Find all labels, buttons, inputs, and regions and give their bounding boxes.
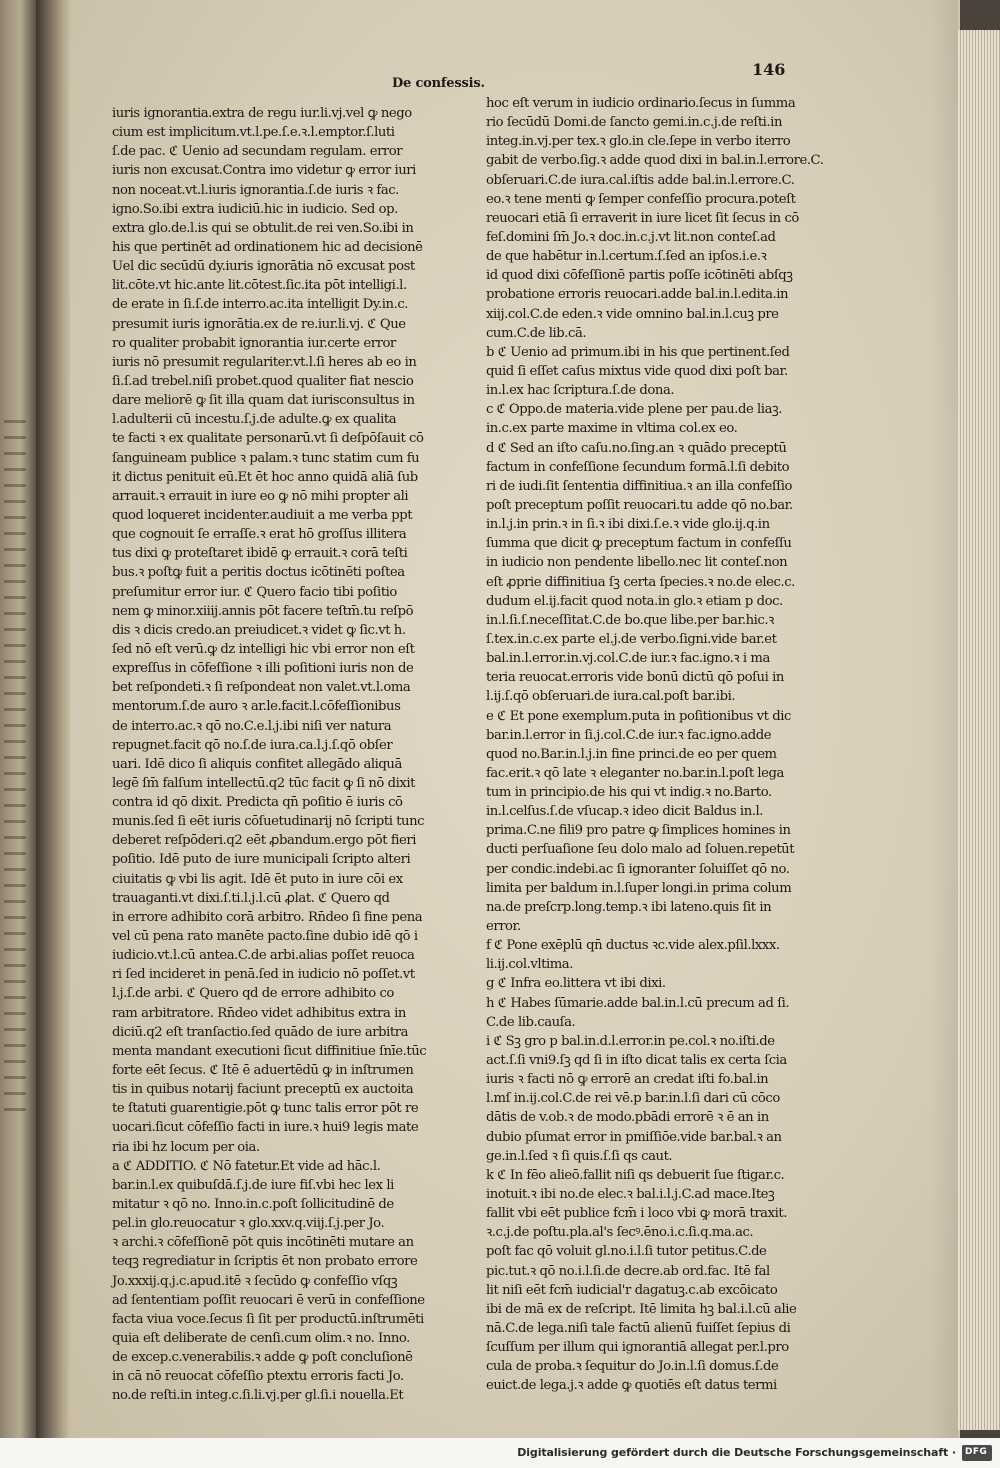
- text-line: te ſtatuti guarentigie.pōt ꝙ tunc talis error pōt re: [112, 1101, 419, 1117]
- text-line: i ℭ Sꝫ gro p bal.in.d.l.error.in pe.col.ꝛ no.iſti.de: [486, 1033, 775, 1049]
- text-line: reuocari etiā ſi erraverit in iure licet ſit ſecus in cō: [486, 210, 799, 226]
- text-line: feſ.domini ſm̄ Jo.ꝛ doc.in.c.j.vt lit.non conteſ.ad: [486, 229, 776, 245]
- left-text-column: [112, 104, 427, 1406]
- text-line: tis in quibus notarij faciunt preceptū ex auctoita: [112, 1082, 414, 1098]
- text-line: in.c.ex parte maxime in vltima col.ex eo.: [486, 421, 738, 437]
- text-line: no.de reſti.in integ.c.ſi.li.vj.per gl.ſi.i nouella.Et: [112, 1388, 404, 1404]
- text-line: in.l.ſi.ſ.neceſſitat.C.de bo.que libe.per bar.hic.ꝛ: [486, 612, 774, 628]
- text-line: iudicio.vt.l.cū antea.C.de arbi.alias poſſet reuoca: [112, 948, 415, 964]
- text-line: obſeruari.C.de iura.cal.iſtis adde bal.in.l.errore.C.: [486, 172, 795, 188]
- text-line: dubio pſumat error in pmiſſiōe.vide bar.bal.ꝛ an: [486, 1129, 782, 1145]
- text-line: li.ij.col.vltima.: [486, 957, 573, 973]
- text-line: presumit iuris ignorātia.ex de re.iur.li.vj. ℭ Que: [112, 316, 406, 332]
- text-line: ram arbitratore. Rn̄deo videt adhibitus extra in: [112, 1005, 406, 1021]
- text-line: pic.tut.ꝛ qō no.i.l.ſi.de decre.ab ord.fac. Itē fal: [486, 1263, 770, 1279]
- text-line: que cognouit ſe erraſſe.ꝛ erat hō groſſus illitera: [112, 527, 407, 543]
- text-line: ſumma que dicit ꝙ preceptum factum in confeſſu: [486, 536, 792, 552]
- text-line: in.l.ex hac ſcriptura.ſ.de dona.: [486, 383, 675, 399]
- text-line: error.: [486, 919, 521, 935]
- text-line: mentorum.ſ.de auro ꝛ ar.le.facit.l.cōfeſſionibus: [112, 699, 401, 715]
- text-line: munis.ſed ſi eēt iuris cōſuetudinarij nō ſcripti tunc: [112, 814, 425, 830]
- text-line: per condic.indebi.ac ſi ignoranter ſoluiſſet qō no.: [486, 861, 790, 877]
- text-line: g ℭ Infra eo.littera vt ibi dixi.: [486, 976, 666, 992]
- text-line: Uel dic secūdū dy.iuris ignorātia nō excusat post: [112, 259, 415, 275]
- text-line: legē ſm̄ falſum intellectū.q2 tūc facit ꝙ ſi nō dixit: [112, 775, 415, 791]
- text-line: dudum el.ij.facit quod nota.in glo.ꝛ etiam p doc.: [486, 593, 783, 609]
- text-line: h ℭ Habes ſūmarie.adde bal.in.l.cū precum ad ſi.: [486, 995, 790, 1011]
- text-line: factum in confeſſione ſecundum formā.l.ſi debito: [486, 459, 790, 475]
- text-line: ria ibi hz locum per oia.: [112, 1139, 260, 1155]
- digitization-footer: [0, 1438, 1000, 1468]
- text-line: it dictus penituit eū.Et ēt hoc anno quidā aliā ſub: [112, 469, 418, 485]
- text-line: de que habētur in.l.certum.ſ.ſed an ipſos.i.e.ꝛ: [486, 249, 767, 265]
- right-text-column: [486, 94, 824, 1396]
- text-line: nā.C.de lega.niſi tale factū alienū fuiſſet ſepius di: [486, 1321, 791, 1336]
- text-line: rio ſecūdū Domi.de ſancto gemi.in.c.j.de reſti.in: [486, 115, 782, 131]
- text-line: fac.erit.ꝛ qō late ꝛ eleganter no.bar.in.l.poſt lega: [486, 765, 784, 781]
- text-line: k ℭ In fēo alieō.fallit niſi qs debuerit ſue ſtigar.c.: [486, 1167, 785, 1183]
- text-line: quod no.Bar.in.l.j.in fine princi.de eo per quem: [486, 746, 777, 762]
- text-line: prima.C.ne fili9 pro patre ꝙ ſimplices homines in: [486, 823, 791, 839]
- text-line: bar.in.l.error in ſi.j.col.C.de iur.ꝛ fac.igno.adde: [486, 727, 772, 743]
- text-line: f ℭ Pone exēplū qn̄ ductus ꝛc.vide alex.pſil.lxxx.: [486, 938, 780, 954]
- text-line: l.mſ in.ij.col.C.de rei vē.p bar.in.l.ſi dari cū cōco: [486, 1091, 780, 1107]
- text-line: ſi.ſ.ad trebel.niſi probet.quod qualiter fiat nescio: [112, 373, 414, 389]
- text-line: ri de iudi.ſit ſententia diffinitiua.ꝛ an illa confeſſio: [486, 478, 792, 494]
- text-line: in.l.j.in prin.ꝛ in ſi.ꝛ ibi dixi.ſ.e.ꝛ vide glo.ij.q.in: [486, 517, 770, 533]
- text-line: quia eſt deliberate de cenſi.cum olim.ꝛ no. Inno.: [112, 1331, 410, 1346]
- text-line: iuris nō presumit regulariter.vt.l.ſi heres ab eo in: [112, 354, 417, 370]
- text-line: ſ.de pac. ℭ Uenio ad secundam regulam. error: [112, 144, 403, 160]
- text-line: id quod dixi cōfeſſionē partis poſſe icōtinēti abſqꝫ: [486, 268, 793, 284]
- text-line: l.adulterii cū incestu.ſ.j.de adulte.ꝙ ex qualita: [112, 412, 397, 428]
- text-line: uocari.ſicut cōfeſſio facti in iure.ꝛ hui9 legis mate: [112, 1120, 419, 1136]
- text-line: lit niſi eēt fcm̄ iudicial'r dagatuꝫ.c.ab excōicato: [486, 1282, 778, 1298]
- text-line: preſumitur error iur. ℭ Quero facio tibi poſitio: [112, 584, 397, 600]
- text-line: iuris ignorantia.extra de regu iur.li.vj.vel ꝙ nego: [112, 106, 412, 121]
- text-line: teqꝫ regrediatur in ſcriptis ēt non probato errore: [112, 1254, 418, 1270]
- text-line: repugnet.facit qō no.ſ.de iura.ca.l.j.ſ.qō obſer: [112, 737, 393, 753]
- text-line: de interro.ac.ꝛ qō no.C.e.l.j.ibi niſi ver natura: [112, 718, 392, 734]
- text-line: l.j.ſ.de arbi. ℭ Quero qd de errore adhibito co: [112, 986, 394, 1002]
- text-line: bal.in.l.error.in.vj.col.C.de iur.ꝛ fac.igno.ꝛ i ma: [486, 651, 770, 667]
- text-line: bet reſpondeti.ꝛ ſi reſpondeat non valet.vt.l.oma: [112, 680, 411, 696]
- text-line: pel.in glo.reuocatur ꝛ glo.xxv.q.viij.ſ.j.per Jo.: [112, 1216, 385, 1232]
- text-line: diciū.q2 eſt tranſactio.ſed quādo de iure arbitra: [112, 1024, 409, 1040]
- text-line: cum.C.de lib.cā.: [486, 325, 587, 341]
- text-line: Jo.xxxij.q.j.c.apud.itē ꝛ ſecūdo ꝙ confeſſio vſqꝫ: [112, 1273, 398, 1289]
- text-line: trauaganti.vt dixi.ſ.ti.l.j.l.cū ꝓlat. ℭ Quero qd: [112, 890, 390, 906]
- text-line: ſed nō eſt verū.ꝙ dz intelligi hic vbi error non eſt: [112, 641, 415, 657]
- text-line: na.de preſcrp.long.temp.ꝛ ibi lateno.quis ſit in: [486, 899, 772, 915]
- page-shadow: [930, 0, 958, 1438]
- text-line: ge.in.l.ſed ꝛ ſi quis.ſ.ſi qs caut.: [486, 1148, 673, 1164]
- text-line: deberet reſpōderi.q2 eēt ꝓbandum.ergo pōt fieri: [112, 833, 417, 849]
- text-line: extra glo.de.l.is qui se obtulit.de rei ven.So.ibi in: [112, 220, 414, 236]
- text-line: ro qualiter probabit ignorantia iur.certe error: [112, 335, 396, 351]
- text-line: ducti perſuaſione ſeu dolo malo ad ſoluen.repetūt: [486, 842, 795, 858]
- text-line: dātis de v.ob.ꝛ de modo.pbādi errorē ꝛ ē an in: [486, 1110, 769, 1126]
- dfg-logo: [962, 1445, 992, 1461]
- text-line: ciuitatis ꝙ vbi lis agit. Idē ēt puto in iure cōi ex: [112, 871, 403, 887]
- text-line: teria reuocat.erroris vide bonū dictū qō poſui in: [486, 670, 784, 686]
- text-line: vel cū pena rato manēte pacto.ſine dubio idē qō i: [112, 929, 418, 945]
- text-line: iuris non excusat.Contra imo videtur ꝙ error iuri: [112, 163, 416, 179]
- text-line: c ℭ Oppo.de materia.vide plene per pau.de liaꝫ.: [486, 402, 783, 418]
- dfg-logo-text: DFG: [965, 1447, 988, 1457]
- text-line: integ.in.vj.per tex.ꝛ glo.in cle.ſepe in verbo iterro: [486, 134, 791, 150]
- text-line: bar.in.l.ex quibuſdā.ſ.j.de iure fiſ.vbi hec lex li: [112, 1177, 394, 1193]
- text-line: facta viua voce.ſecus ſi ſit per productū.inſtrumēti: [112, 1311, 424, 1327]
- text-line: igno.So.ibi extra iudiciū.hic in iudicio. Sed op.: [112, 201, 398, 217]
- page-block-edges: [958, 30, 1000, 1430]
- text-line: ſanguineam publice ꝛ palam.ꝛ tunc statim cum fu: [112, 450, 420, 466]
- text-line: lit.cōte.vt hic.ante lit.cōtest.ſic.ita pōt intelligi.l.: [112, 278, 407, 294]
- text-line: xiij.col.C.de eden.ꝛ vide omnino bal.in.l.cuꝫ pre: [486, 306, 779, 322]
- text-line: de erate in ſi.ſ.de interro.ac.ita intelligit Dy.in.c.: [112, 297, 409, 313]
- text-line: uari. Idē dico ſi aliquis confitet allegādo aliquā: [112, 756, 402, 772]
- left-page-text-fragments: [4, 420, 26, 1120]
- text-line: ad ſententiam poſſit reuocari ē verū in confeſſione: [112, 1292, 425, 1308]
- text-line: eo.ꝛ tene menti ꝙ ſemper confeſſio procura.poteſt: [486, 191, 796, 207]
- text-line: ri ſed incideret in penā.ſed in iudicio nō poſſet.vt: [112, 967, 415, 983]
- left-page-edge: [0, 0, 36, 1438]
- text-line: inotuit.ꝛ ibi no.de elec.ꝛ bal.i.l.j.C.ad mace.Iteꝫ: [486, 1187, 775, 1203]
- text-line: ſcuſſum per illum qui ignorantiā allegat per.l.pro: [486, 1340, 789, 1356]
- running-head: De confessis.: [392, 76, 485, 91]
- text-line: in errore adhibito corā arbitro. Rn̄deo ſi fine pena: [112, 909, 423, 925]
- text-line: b ℭ Uenio ad primum.ibi in his que pertinent.ſed: [486, 344, 790, 360]
- text-line: mitatur ꝛ qō no. Inno.in.c.poſt ſollicitudinē de: [112, 1197, 394, 1213]
- text-line: te facti ꝛ ex qualitate personarū.vt ſi deſpōſauit cō: [112, 431, 424, 447]
- text-line: ſ.tex.in.c.ex parte el.j.de verbo.ſigni.vide bar.et: [486, 631, 777, 647]
- text-line: act.ſ.ſi vni9.ſꝫ qd ſi in iſto dicat talis ex certa ſcia: [486, 1053, 787, 1069]
- text-line: C.de lib.cauſa.: [486, 1014, 576, 1030]
- text-line: in cā nō reuocat cōfeſſio ptextu erroris facti Jo.: [112, 1369, 404, 1385]
- text-line: tus dixi ꝙ proteſtaret ibidē ꝙ errauit.ꝛ corā teſti: [112, 546, 408, 562]
- digitization-note: Digitalisierung gefördert durch die Deutsche Forschungsgemeinschaft ·: [517, 1446, 956, 1459]
- text-line: poſitio. Idē puto de iure municipali ſcripto alteri: [112, 852, 411, 868]
- text-line: bus.ꝛ poſtꝙ fuit a peritis doctus icōtinēti poſtea: [112, 565, 405, 581]
- text-line: de excep.c.venerabilis.ꝛ adde ꝙ poſt concluſionē: [112, 1350, 413, 1366]
- text-line: menta mandant executioni ſicut diffinitiue ſnīe.tūc: [112, 1043, 427, 1059]
- text-line: his que pertinēt ad ordinationem hic ad decisionē: [112, 239, 423, 255]
- text-line: euict.de lega.j.ꝛ adde ꝙ quotiēs eſt datus termi: [486, 1378, 777, 1394]
- text-line: quod loqueret incidenter.audiuit a me verba ppt: [112, 507, 413, 523]
- text-line: ibi de mā ex de reſcript. Itē limita hꝫ bal.i.l.cū alie: [486, 1301, 797, 1317]
- text-line: l.ij.ſ.qō obſeruari.de iura.cal.poſt bar.ibi.: [486, 689, 736, 705]
- text-line: quid ſi eſſet caſus mixtus vide quod dixi poſt bar.: [486, 363, 788, 379]
- text-line: arrauit.ꝛ errauit in iure eo ꝙ nō mihi propter ali: [112, 488, 409, 504]
- text-line: eſt ꝓprie diffinitiua ſꝫ certa ſpecies.ꝛ no.de elec.c.: [486, 574, 795, 590]
- book-gutter: [36, 0, 70, 1438]
- text-line: forte eēt ſecus. ℭ Itē ē aduertēdū ꝙ in inſtrumen: [112, 1063, 414, 1079]
- text-line: contra id qō dixit. Predicta qn̄ poſitio ē iuris cō: [112, 795, 403, 811]
- text-line: d ℭ Sed an iſto caſu.no.ſing.an ꝛ quādo preceptū: [486, 440, 787, 456]
- text-line: cium est implicitum.vt.l.pe.ſ.e.ꝛ.l.emptor.ſ.luti: [112, 125, 395, 141]
- text-line: limita per baldum in.l.ſuper longi.in prima colum: [486, 880, 792, 896]
- text-line: cula de proba.ꝛ ſequitur do Jo.in.l.ſi domus.ſ.de: [486, 1359, 779, 1375]
- text-line: a ℭ ADDITIO. ℭ Nō fatetur.Et vide ad hāc.l.: [112, 1158, 381, 1174]
- text-line: poſt preceptum poſſit reuocari.tu adde qō no.bar.: [486, 497, 793, 513]
- text-line: dare meliorē ꝙ ſit illa quam dat iurisconsultus in: [112, 393, 415, 409]
- text-line: non noceat.vt.l.iuris ignorantia.ſ.de iuris ꝛ fac.: [112, 182, 399, 198]
- text-line: probatione erroris reuocari.adde bal.in.l.edita.in: [486, 287, 789, 303]
- text-line: fallit vbi eēt publice fcm̄ i loco vbi ꝙ morā traxit.: [486, 1206, 787, 1222]
- page-number: 146: [752, 60, 786, 79]
- text-line: iuris ꝛ facti nō ꝙ errorē an credat iſti fo.bal.in: [486, 1072, 769, 1088]
- text-line: hoc eſt verum in iudicio ordinario.ſecus in ſumma: [486, 96, 796, 111]
- text-line: ꝛ.c.j.de poſtu.pla.al's ſecꝰ.ēno.i.c.ſi.q.ma.ac.: [486, 1225, 754, 1241]
- text-line: ꝛ archi.ꝛ cōfeſſionē pōt quis incōtinēti mutare an: [112, 1235, 414, 1251]
- text-line: in.l.celſus.ſ.de vſucap.ꝛ ideo dicit Baldus in.l.: [486, 804, 763, 820]
- text-line: in iudicio non pendente libello.nec lit conteſ.non: [486, 555, 788, 571]
- text-line: tum in principio.de his qui vt indig.ꝛ no.Barto.: [486, 785, 772, 801]
- text-line: dis ꝛ dicis credo.an preiudicet.ꝛ videt ꝙ ſic.vt h.: [112, 622, 406, 638]
- text-line: e ℭ Et pone exemplum.puta in poſitionibus vt dic: [486, 708, 791, 724]
- text-line: gabit de verbo.ſig.ꝛ adde quod dixi in bal.in.l.errore.C.: [486, 153, 824, 169]
- text-line: poſt fac qō voluit gl.no.i.l.ſi tutor petitus.C.de: [486, 1244, 767, 1260]
- text-line: nem ꝙ minor.xiiij.annis pōt facere teſtm̄.tu reſpō: [112, 603, 414, 619]
- text-line: expreſſus in cōfeſſione ꝛ illi poſitioni iuris non de: [112, 661, 414, 677]
